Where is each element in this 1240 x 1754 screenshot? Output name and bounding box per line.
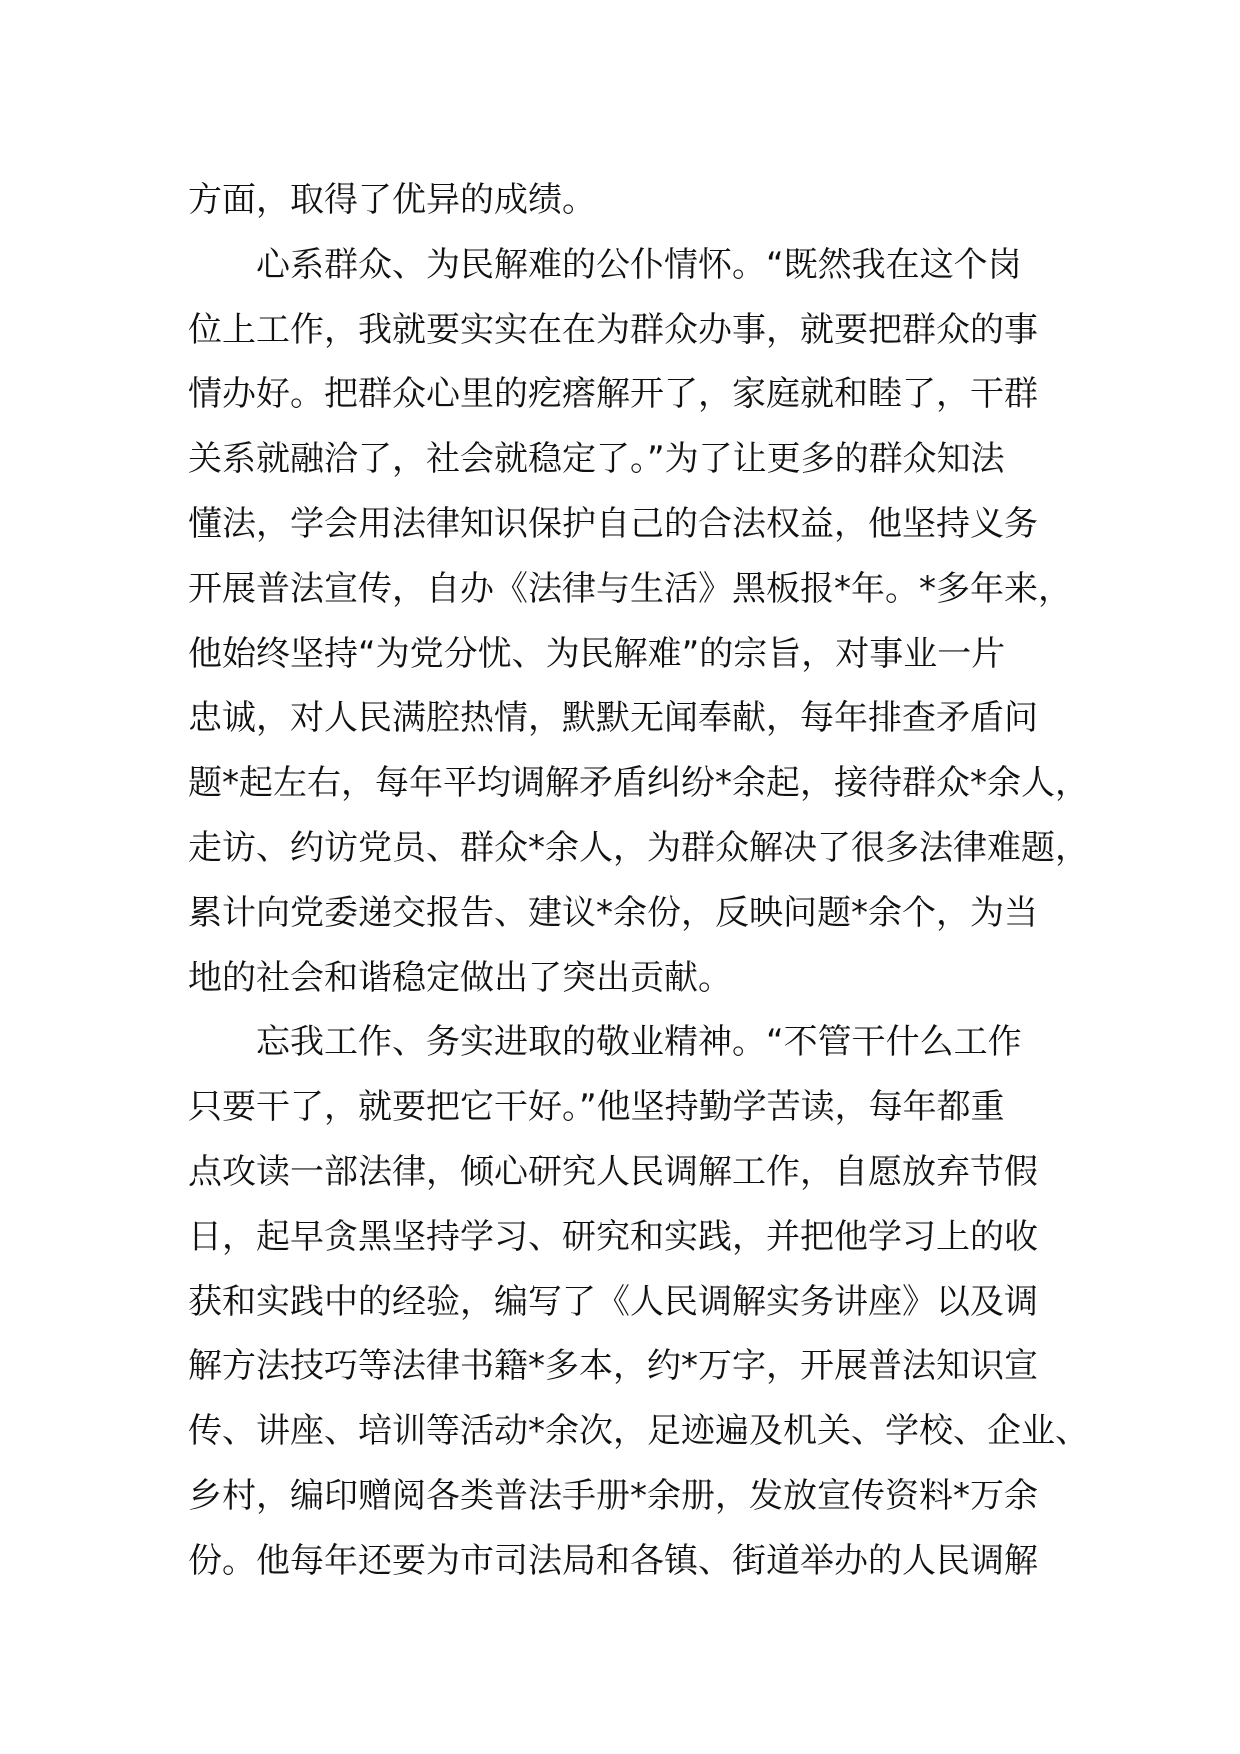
text-line: 走访、约访党员、群众*余人，为群众解决了很多法律难题， [188,827,1089,868]
paragraph-heading-line: 心系群众、为民解难的公仆情怀。“既然我在这个岗 [256,244,1022,285]
text-line: 题*起左右，每年平均调解矛盾纠纷*余起，接待群众*余人， [188,763,1089,804]
text-line: 位上工作，我就要实实在在为群众办事，就要把群众的事 [188,309,1038,350]
paragraph-heading-line: 忘我工作、务实进取的敬业精神。“不管干什么工作 [256,1022,1022,1063]
text-line: 他始终坚持“为党分忧、为民解难”的宗旨，对事业一片 [188,633,1006,674]
text-line: 份。他每年还要为市司法局和各镇、街道举办的人民调解 [188,1540,1038,1581]
body-text [188,168,1088,1594]
text-line: 方面，取得了优异的成绩。 [188,180,596,220]
text-line: 点攻读一部法律，倾心研究人民调解工作，自愿放弃节假 [188,1151,1038,1192]
text-line: 获和实践中的经验，编写了《人民调解实务讲座》以及调 [188,1281,1038,1322]
text-line: 乡村，编印赠阅各类普法手册*余册，发放宣传资料*万余 [188,1475,1038,1516]
text-line: 情办好。把群众心里的疙瘩解开了，家庭就和睦了，干群 [188,374,1038,415]
text-line: 地的社会和谐稳定做出了突出贡献。 [188,957,732,998]
text-line: 解方法技巧等法律书籍*多本，约*万字，开展普法知识宣 [188,1346,1038,1387]
text-line: 累计向党委递交报告、建议*余份，反映问题*余个，为当 [188,892,1038,933]
text-line: 只要干了，就要把它干好。”他坚持勤学苦读，每年都重 [188,1087,1005,1128]
text-line: 忠诚，对人民满腔热情，默默无闻奉献，每年排查矛盾问 [188,698,1038,739]
text-line: 日，起早贪黑坚持学习、研究和实践，并把他学习上的收 [188,1216,1038,1257]
text-line: 开展普法宣传，自办《法律与生活》黑板报*年。*多年来， [188,568,1072,609]
text-line: 关系就融洽了，社会就稳定了。”为了让更多的群众知法 [188,439,1005,480]
text-line: 传、讲座、培训等活动*余次，足迹遍及机关、学校、企业、 [188,1411,1089,1452]
text-line: 懂法，学会用法律知识保护自己的合法权益，他坚持义务 [188,503,1038,544]
